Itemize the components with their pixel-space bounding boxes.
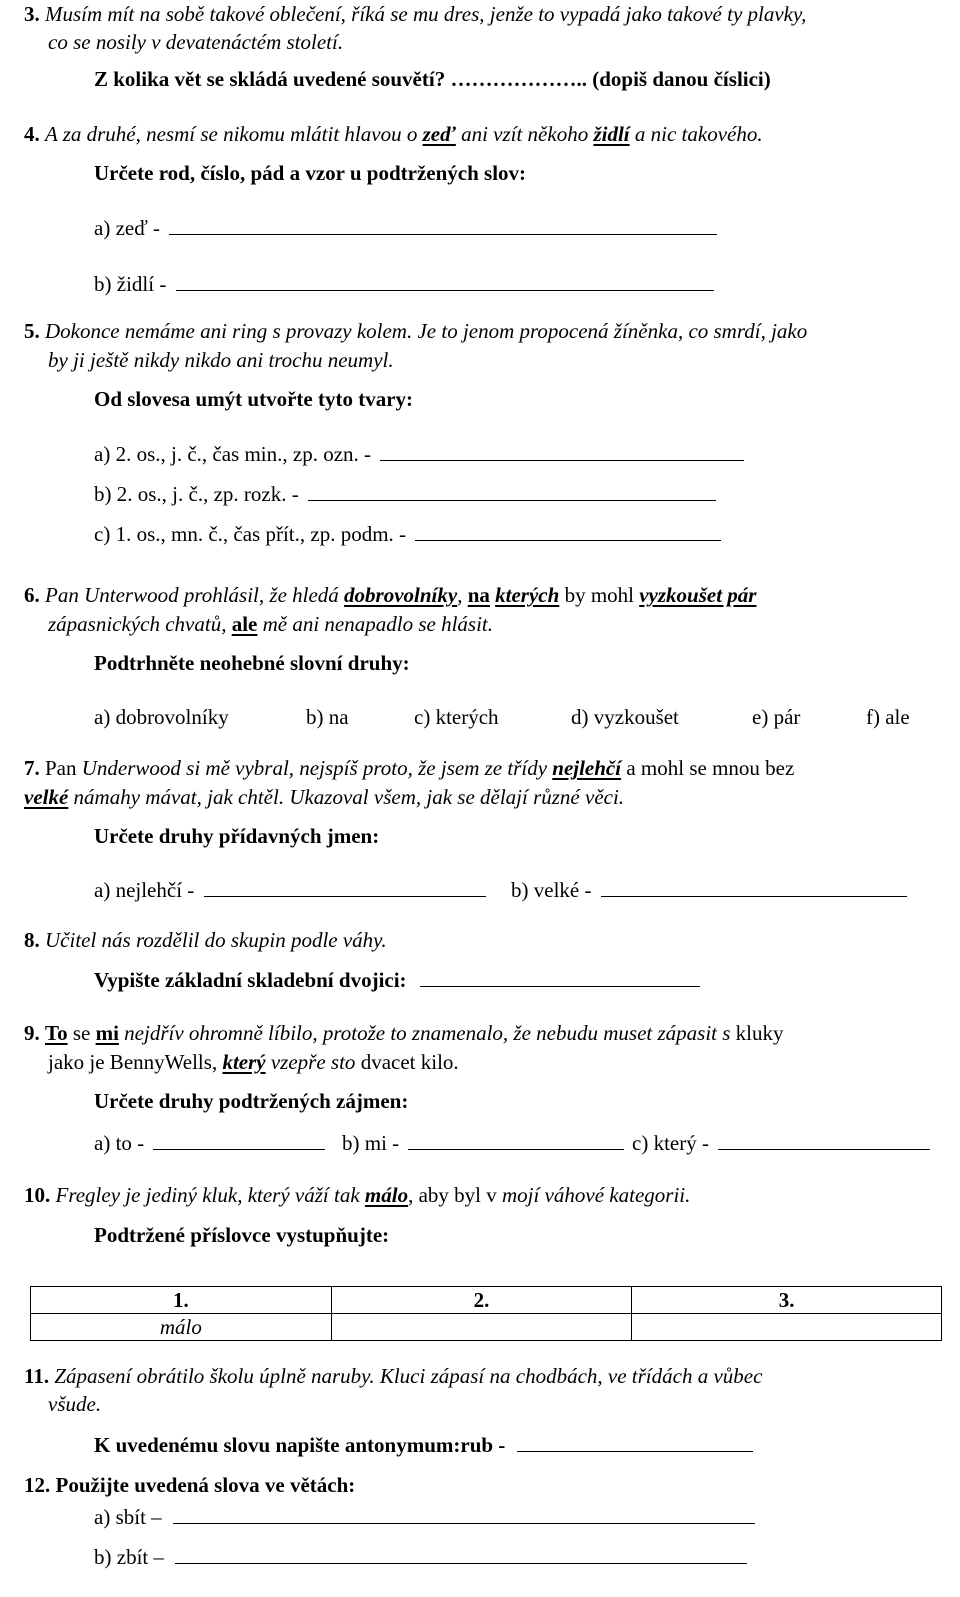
q3-text-line1: Musím mít na sobě takové oblečení, říká se mu dres, jenže to vypadá jako takové ty plavky, (45, 2, 807, 26)
q8-task: Vypište základní skladební dvojici: (94, 966, 700, 993)
q9-underlined-word-1: To (45, 1021, 68, 1045)
q8-answer-line[interactable] (420, 966, 700, 987)
q10-task: Podtržené příslovce vystupňujte: (94, 1223, 390, 1247)
q9-number: 9. (24, 1021, 40, 1045)
table-cell-comparative[interactable] (331, 1314, 632, 1341)
q6-line2: zápasnických chvatů, ale mě ani nenapadlo se hlásit. (48, 612, 494, 636)
q12-number: 12. (24, 1473, 51, 1497)
q6-underlined-word-3: kterých (495, 583, 560, 607)
q12-answer-b-line[interactable] (175, 1543, 747, 1564)
q7-number: 7. (24, 756, 40, 780)
q8-line1: 8. Učitel nás rozdělil do skupin podle váhy. (24, 928, 387, 952)
q9-line1: 9. To se mi nejdřív ohromně líbilo, protože to znamenalo, že nebudu muset zápasit s kluky (24, 1021, 784, 1045)
q6-option-f[interactable]: f) ale (866, 705, 910, 729)
table-header-cell-3: 3. (632, 1287, 942, 1314)
q4-answer-a-line[interactable] (169, 214, 717, 235)
table-header-cell-1: 1. (31, 1287, 332, 1314)
q3-line1 (24, 1, 806, 27)
q12-answer-a: a) sbít – (94, 1503, 755, 1530)
q11-text-line2: všude. (48, 1392, 102, 1416)
table-cell-superlative[interactable] (632, 1314, 942, 1341)
q3-number: 3. (24, 2, 40, 26)
q7-answer-b: b) velké - (511, 876, 907, 903)
q6-line1: 6. Pan Unterwood prohlásil, že hledá dobrovolníky, na kterých by mohl vyzkoušet pár (24, 583, 757, 607)
q6-underlined-word-1: dobrovolníky (344, 583, 458, 607)
q9-underlined-word-2: mi (95, 1021, 119, 1045)
q7-task: Určete druhy přídavných jmen: (94, 824, 380, 848)
q4-answer-a: a) zeď - (94, 214, 717, 241)
q7-underlined-word-2: velké (24, 785, 69, 809)
q4-underlined-word-2: židlí (593, 122, 630, 146)
q5-answer-a-line[interactable] (380, 440, 744, 461)
q3-answer-dots[interactable]: ……………….. (450, 67, 587, 91)
q6-option-d[interactable]: d) vyzkoušet (571, 705, 679, 729)
q5-answer-c-line[interactable] (415, 520, 721, 541)
q11-answer-line[interactable] (517, 1431, 753, 1452)
table-cell-positive: málo (31, 1314, 332, 1341)
q5-text-line2: by ji ještě nikdy nikdo ani trochu neumyl. (48, 348, 394, 372)
q5-answer-b-line[interactable] (308, 480, 716, 501)
q7-answer-a: a) nejlehčí - (94, 876, 486, 903)
q7-line1: 7. Pan Underwood si mě vybral, nejspíš proto, že jsem ze třídy nejlehčí a mohl se mnou bez (24, 756, 795, 780)
q4-answer-b: b) židlí - (94, 270, 714, 297)
q9-task: Určete druhy podtržených zájmen: (94, 1089, 409, 1113)
q7-line2: velké námahy mávat, jak chtěl. Ukazoval všem, jak se dělají různé věci. (24, 785, 625, 809)
q9-underlined-word-3: který (222, 1050, 266, 1074)
q9-line2: jako je BennyWells, který vzepře sto dvacet kilo. (48, 1050, 459, 1074)
q3-text-line2: co se nosily v devatenáctém století. (48, 30, 344, 54)
q5-task: Od slovesa umýt utvořte tyto tvary: (94, 387, 414, 411)
q4-underlined-word-1: zeď (422, 122, 456, 146)
q6-option-c[interactable]: c) kterých (414, 705, 499, 729)
q5-number: 5. (24, 319, 40, 343)
q4-answer-b-line[interactable] (176, 270, 714, 291)
q10-underlined-word-1: málo (364, 1183, 409, 1207)
q7-answer-b-line[interactable] (601, 876, 907, 897)
table-header-cell-2: 2. (331, 1287, 632, 1314)
q3-task: Z kolika vět se skládá uvedené souvětí? ……………….. (dopiš danou číslici) (94, 67, 771, 91)
q5-answer-c: c) 1. os., mn. č., čas přít., zp. podm. - (94, 520, 721, 547)
table-row (31, 1314, 942, 1341)
q6-option-b[interactable]: b) na (306, 705, 349, 729)
q5-answer-a: a) 2. os., j. č., čas min., zp. ozn. - (94, 440, 744, 467)
q6-task: Podtrhněte neohebné slovní druhy: (94, 651, 410, 675)
table-header-row (31, 1287, 942, 1314)
q7-answer-a-line[interactable] (204, 876, 486, 897)
q4-task: Určete rod, číslo, pád a vzor u podtržených slov: (94, 161, 527, 185)
q7-underlined-word-1: nejlehčí (552, 756, 622, 780)
q10-number: 10. (24, 1183, 51, 1207)
q9-answer-c: c) který - (632, 1129, 930, 1156)
q4-line1: 4. A za druhé, nesmí se nikomu mlátit hlavou o zeď ani vzít někoho židlí a nic takového. (24, 122, 763, 146)
q9-answer-c-line[interactable] (718, 1129, 930, 1150)
q11-task: K uvedenému slovu napište antonymum:rub - (94, 1431, 753, 1458)
q9-answer-a-line[interactable] (153, 1129, 325, 1150)
q6-number: 6. (24, 583, 40, 607)
q12-answer-b: b) zbít – (94, 1543, 747, 1570)
q8-number: 8. (24, 928, 40, 952)
q6-underlined-word-5: ale (231, 612, 258, 636)
q6-underlined-word-2: na (467, 583, 490, 607)
q11-line1: 11. Zápasení obrátilo školu úplně naruby. Kluci zápasí na chodbách, ve třídách a vůbec (24, 1364, 763, 1388)
q11-number: 11. (24, 1364, 50, 1388)
q5-answer-b: b) 2. os., j. č., zp. rozk. - (94, 480, 716, 507)
q10-comparison-table (30, 1286, 942, 1341)
q12-answer-a-line[interactable] (173, 1503, 755, 1524)
q9-answer-b-line[interactable] (408, 1129, 624, 1150)
q4-number: 4. (24, 122, 40, 146)
q10-line1: 10. Fregley je jediný kluk, který váží tak málo, aby byl v mojí váhové kategorii. (24, 1183, 691, 1207)
q12-line1 (24, 1472, 355, 1498)
q12-task: Použijte uvedená slova ve větách: (55, 1473, 356, 1497)
q6-option-a[interactable]: a) dobrovolníky (94, 705, 229, 729)
q5-line1: 5. Dokonce nemáme ani ring s provazy kolem. Je to jenom propocená žíněnka, co smrdí, jako (24, 319, 808, 343)
q6-option-e[interactable]: e) pár (752, 705, 801, 729)
q9-answer-b: b) mi - (342, 1129, 624, 1156)
q6-underlined-word-4: vyzkoušet pár (639, 583, 757, 607)
q9-answer-a: a) to - (94, 1129, 325, 1156)
